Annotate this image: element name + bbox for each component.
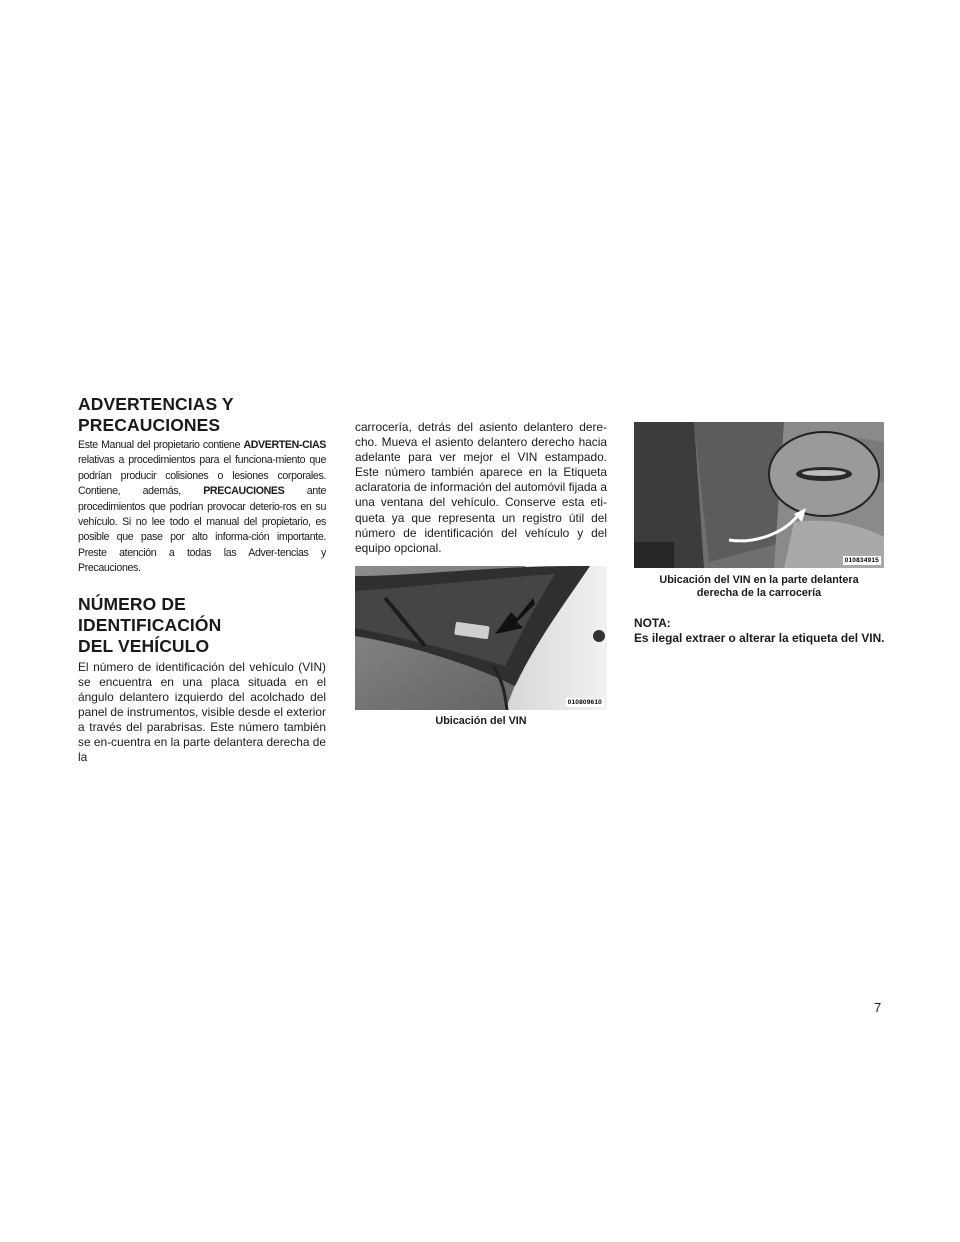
figure2-code: 010834915	[844, 557, 879, 564]
seat-vin-illustration	[634, 422, 884, 568]
windshield-vin-illustration	[355, 566, 607, 710]
vin-dashboard-photo	[355, 566, 607, 710]
figure2-caption: Ubicación del VIN en la parte delantera derecha de la carrocería	[659, 574, 859, 599]
note-text: Es ilegal extraer o alterar la etiqueta del VIN.	[634, 631, 885, 645]
warnings-bold-precauciones: PRECAUCIONES	[203, 485, 285, 498]
warnings-text-a: Este Manual del propietario contiene	[78, 439, 244, 451]
heading-vin-line1: NÚMERO DE IDENTIFICACIÓN	[78, 593, 222, 635]
column-right	[634, 422, 884, 646]
heading-warnings-line1: ADVERTENCIAS Y	[78, 394, 234, 414]
warnings-text-e: ante procedimientos que podrían provocar deterio-ros en su vehículo. Si no lee todo el manual del propietario, es posible que pase por alto informa-ción importante. Preste atención a todas las Adver-tencias y Precauciones.	[78, 485, 327, 575]
warnings-paragraph	[78, 438, 326, 577]
warnings-text-c: relativas a procedimientos para el funciona-miento que podrían producir colisiones o lesiones corporales. Contiene, además,	[78, 454, 326, 498]
note-label: NOTA:	[634, 616, 671, 630]
heading-vin	[78, 594, 326, 657]
heading-vin-line2: DEL VEHÍCULO	[78, 635, 210, 656]
vin-paragraph-part1: El número de identificación del vehículo (VIN) se encuentra en una placa situada en el ángulo delantero izquierdo del acolchado del panel de instrumentos, visible desde el exterior a través del parabrisas. Este número también se en-cuentra en la parte delantera derecha de la	[78, 659, 326, 765]
column-middle	[355, 420, 607, 727]
warnings-bold-advertencias: ADVERTEN-CIAS	[243, 439, 326, 451]
page-number: 7	[874, 1000, 882, 1015]
heading-warnings-line2: PRECAUCIONES	[78, 415, 221, 435]
figure1-code: 010809610	[567, 698, 602, 706]
heading-warnings	[78, 394, 326, 436]
vin-seat-photo	[634, 422, 884, 568]
vin-paragraph-part2: carrocería, detrás del asiento delantero dere-cho. Mueva el asiento delantero derecho hacia adelante para ver mejor el VIN estampado. Este número también aparece en la Etiqueta aclaratoria de información del automóvil fijada a una ventana del vehículo. Conserve esta eti-queta ya que representa un registro útil del número de identificación del vehículo y del equipo opcional.	[355, 420, 607, 555]
figure1-caption: Ubicación del VIN	[435, 714, 527, 727]
column-left	[78, 394, 326, 765]
